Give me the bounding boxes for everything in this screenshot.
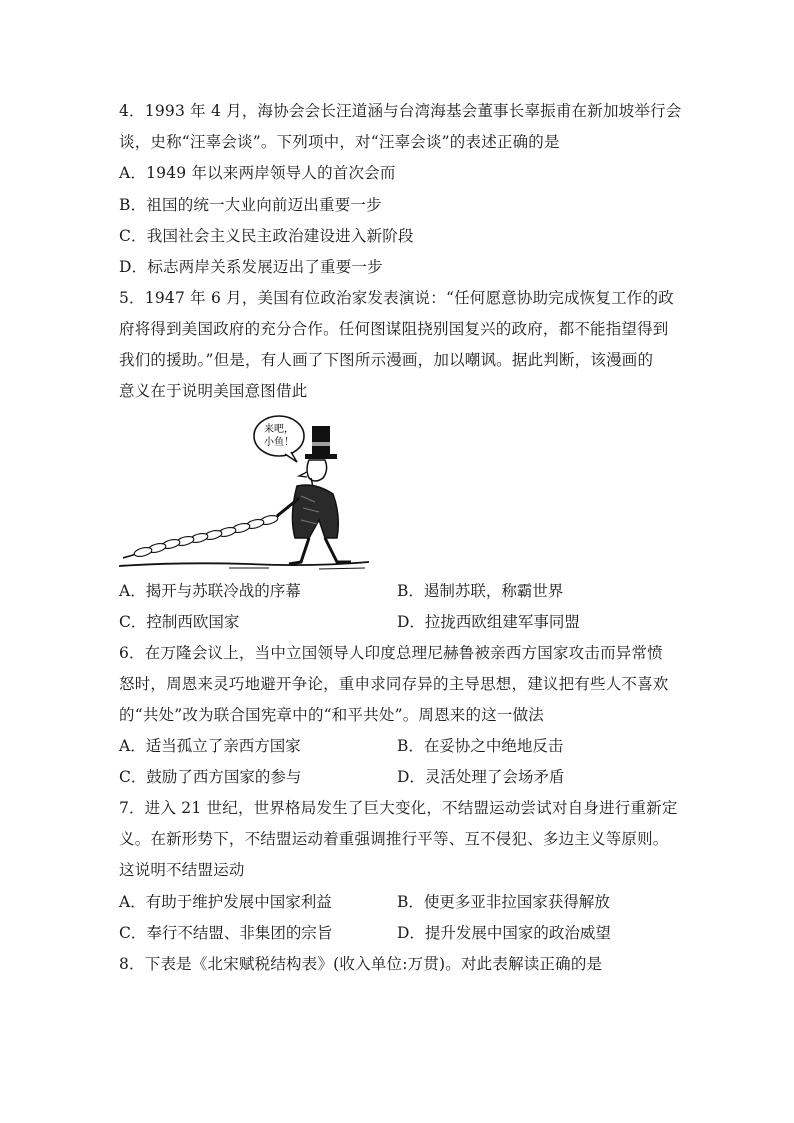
q6-option-a: A．适当孤立了亲西方国家 <box>119 737 301 755</box>
q7-stem-line-3: 这说明不结盟运动 <box>119 861 245 879</box>
marshall-plan-cartoon <box>119 412 375 572</box>
q5-option-d: D．拉拢西欧组建军事同盟 <box>397 613 580 631</box>
top-hat <box>312 426 330 456</box>
q6-stem-line-3: 的“共处”改为联合国宪章中的“和平共处”。周恩来的这一做法 <box>119 706 544 724</box>
q7-option-c: C．奉行不结盟、非集团的宗旨 <box>119 924 333 942</box>
q5-stem-line-4: 意义在于说明美国意图借此 <box>119 382 308 400</box>
q6-stem-line-2: 怒时，周恩来灵巧地避开争论，重申求同存异的主导思想，建议把有些人不喜欢 <box>119 675 669 693</box>
q4-option-d: D．标志两岸关系发展迈出了重要一步 <box>119 258 383 276</box>
q4-stem-line-1: 4．1993 年 4 月，海协会会长汪道涵与台湾海基会董事长辜振甫在新加坡举行会 <box>119 102 682 120</box>
q5-option-b: B．遏制苏联，称霸世界 <box>397 582 564 600</box>
q5-option-c: C．控制西欧国家 <box>119 613 240 631</box>
q6-option-d: D．灵活处理了会场矛盾 <box>397 768 565 786</box>
q6-stem-line-1: 6．在万隆会议上，当中立国领导人印度总理尼赫鲁被亲西方国家攻击而异常愤 <box>119 644 663 662</box>
bubble-text-2: 小鱼！ <box>264 437 294 448</box>
q5-stem-line-3: 我们的援助。”但是，有人画了下图所示漫画，加以嘲讽。据此判断，该漫画的 <box>119 351 654 369</box>
q4-option-a: A．1949 年以来两岸领导人的首次会而 <box>119 164 396 182</box>
q7-stem-line-1: 7．进入 21 世纪，世界格局发生了巨大变化，不结盟运动尝试对自身进行重新定 <box>119 799 678 817</box>
q4-stem-line-2: 谈，史称“汪辜会谈”。下列项中，对“汪辜会谈”的表述正确的是 <box>119 133 560 151</box>
speech-bubble <box>254 416 304 456</box>
q5-stem-line-2: 府将得到美国政府的充分合作。任何图谋阻挠别国复兴的政府，都不能指望得到 <box>119 320 669 338</box>
q7-option-a: A．有助于维护发展中国家利益 <box>119 893 332 911</box>
q5-option-a: A．揭开与苏联冷战的序幕 <box>119 582 301 600</box>
q8-stem-line-1: 8．下表是《北宋赋税结构表》(收入单位:万贯)。对此表解读正确的是 <box>119 955 603 973</box>
q7-option-b: B．使更多亚非拉国家获得解放 <box>397 893 610 911</box>
q6-option-c: C．鼓励了西方国家的参与 <box>119 768 302 786</box>
q7-stem-line-2: 义。在新形势下，不结盟运动着重强调推行平等、互不侵犯、多边主义等原则。 <box>119 830 669 848</box>
q7-option-d: D．提升发展中国家的政治威望 <box>397 924 611 942</box>
bubble-text-1: 来吧， <box>264 424 294 435</box>
ground-line <box>119 562 369 566</box>
q4-option-b: B．祖国的统一大业向前迈出重要一步 <box>119 196 382 214</box>
q4-option-c: C．我国社会主义民主政治建设进入新阶段 <box>119 227 414 245</box>
q5-stem-line-1: 5．1947 年 6 月，美国有位政治家发表演说：“任何愿意协助完成恢复工作的政 <box>119 289 674 307</box>
fish-chain <box>133 514 278 558</box>
q6-option-b: B．在妥协之中绝地反击 <box>397 737 564 755</box>
